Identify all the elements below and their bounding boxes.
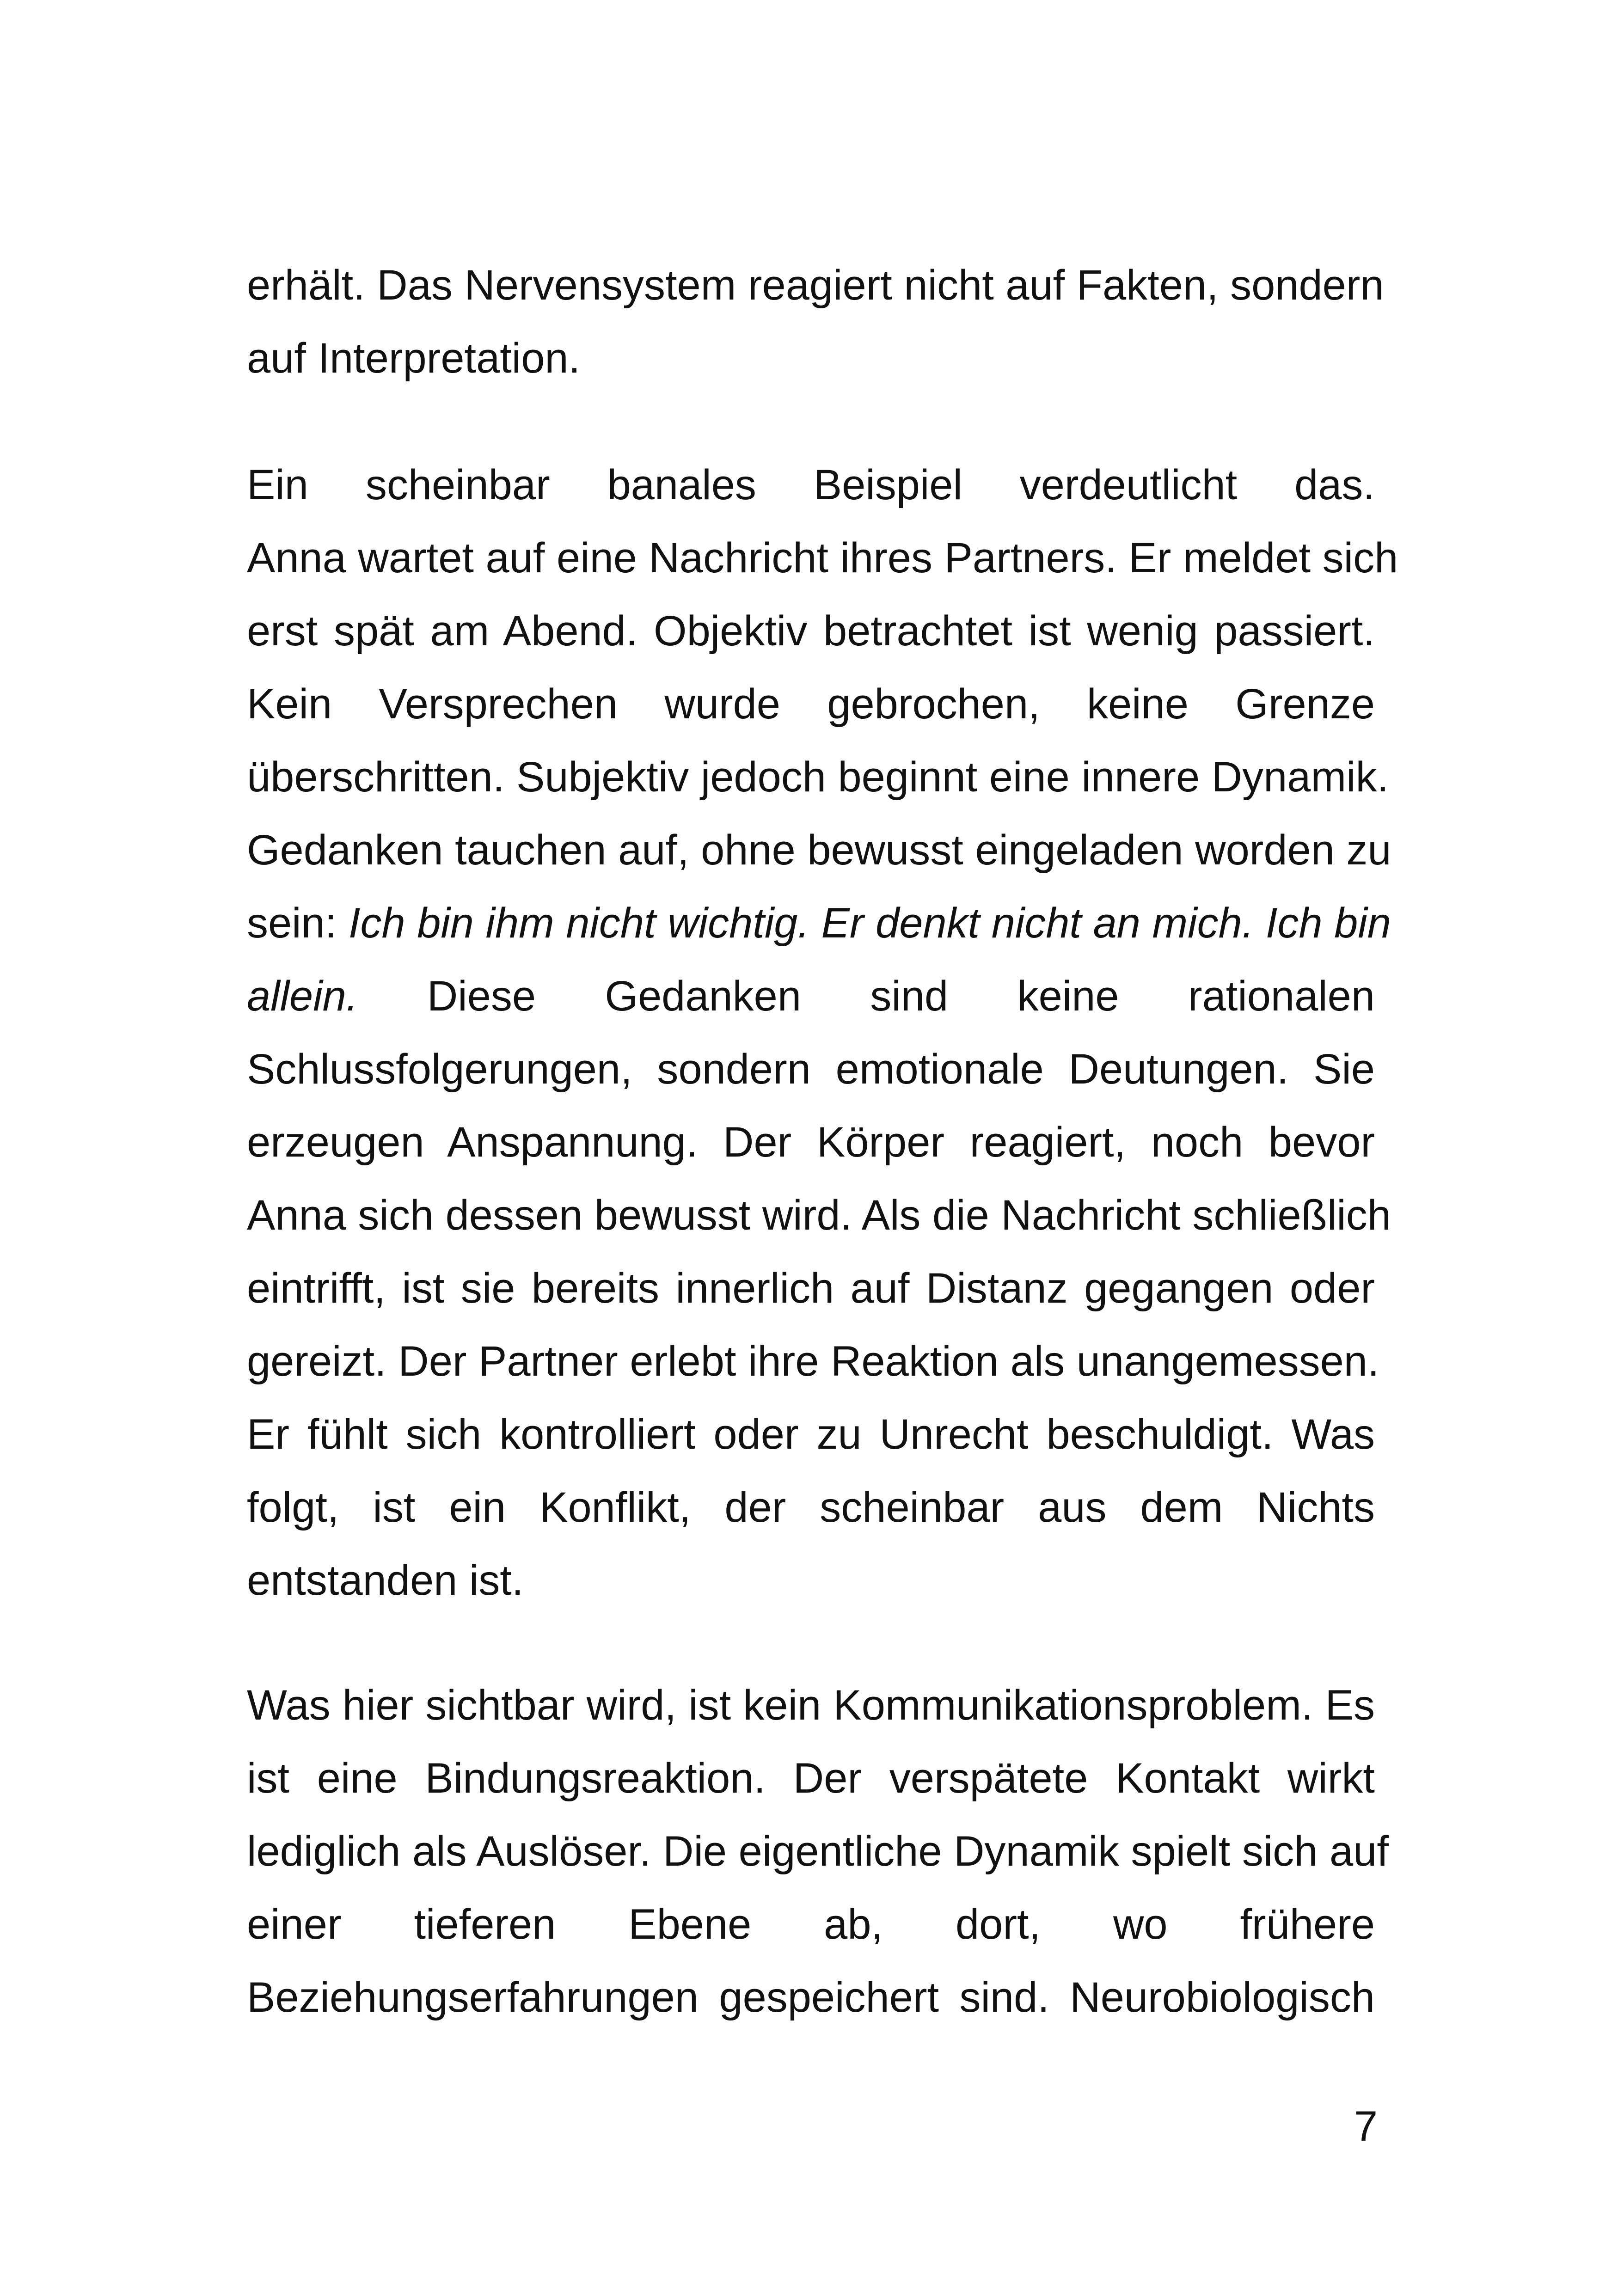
text-line: überschritten. Subjektiv jedoch beginnt eine innere Dynamik. xyxy=(247,753,1389,801)
page-number: 7 xyxy=(1354,2103,1378,2150)
text-fragment: sein: xyxy=(247,900,349,947)
text-line: erst spät am Abend. Objektiv betrachtet ist wenig passiert. xyxy=(247,607,1375,655)
text-line: folgt, ist ein Konflikt, der scheinbar aus dem Nichts xyxy=(247,1484,1375,1531)
text-line-mixed xyxy=(247,887,1391,960)
text-line: Gedanken tauchen auf, ohne bewusst eingeladen worden zu xyxy=(247,827,1391,874)
text-line-mixed xyxy=(247,960,1375,1033)
text-line: einer tieferen Ebene ab, dort, wo frühere xyxy=(247,1901,1375,1948)
text-line: Beziehungserfahrungen gespeichert sind. Neurobiologisch xyxy=(247,1974,1375,2021)
text-line: Anna sich dessen bewusst wird. Als die Nachricht schließlich xyxy=(247,1192,1391,1239)
paragraph-2 xyxy=(247,448,1398,1617)
paragraph-3 xyxy=(247,1669,1389,2034)
text-line: erhält. Das Nervensystem reagiert nicht auf Fakten, sondern xyxy=(247,262,1384,309)
italic-thought: allein. xyxy=(247,973,358,1020)
text-line: lediglich als Auslöser. Die eigentliche Dynamik spielt sich auf xyxy=(247,1828,1389,1875)
text-line: Kein Versprechen wurde gebrochen, keine Grenze xyxy=(247,680,1375,728)
text-line: auf Interpretation. xyxy=(247,335,581,382)
text-line: ist eine Bindungsreaktion. Der verspätete Kontakt wirkt xyxy=(247,1755,1375,1802)
text-line: eintrifft, ist sie bereits innerlich auf Distanz gegangen oder xyxy=(247,1265,1375,1312)
text-line: Ein scheinbar banales Beispiel verdeutlicht das. xyxy=(247,461,1375,508)
italic-thought: Ich bin ihm nicht wichtig. Er denkt nicht an mich. Ich bin xyxy=(348,900,1391,947)
text-line: gereizt. Der Partner erlebt ihre Reaktion als unangemessen. xyxy=(247,1338,1379,1385)
text-line: Schlussfolgerungen, sondern emotionale Deutungen. Sie xyxy=(247,1046,1375,1093)
paragraph-1 xyxy=(247,249,1384,395)
text-line: Was hier sichtbar wird, ist kein Kommunikationsproblem. Es xyxy=(247,1682,1375,1729)
text-line: entstanden ist. xyxy=(247,1557,524,1604)
text-line: Anna wartet auf eine Nachricht ihres Partners. Er meldet sich xyxy=(247,534,1398,582)
text-fragment: Diese Gedanken sind keine rationalen xyxy=(427,973,1375,1020)
text-line: Er fühlt sich kontrolliert oder zu Unrecht beschuldigt. Was xyxy=(247,1411,1375,1458)
text-line: erzeugen Anspannung. Der Körper reagiert, noch bevor xyxy=(247,1119,1375,1166)
